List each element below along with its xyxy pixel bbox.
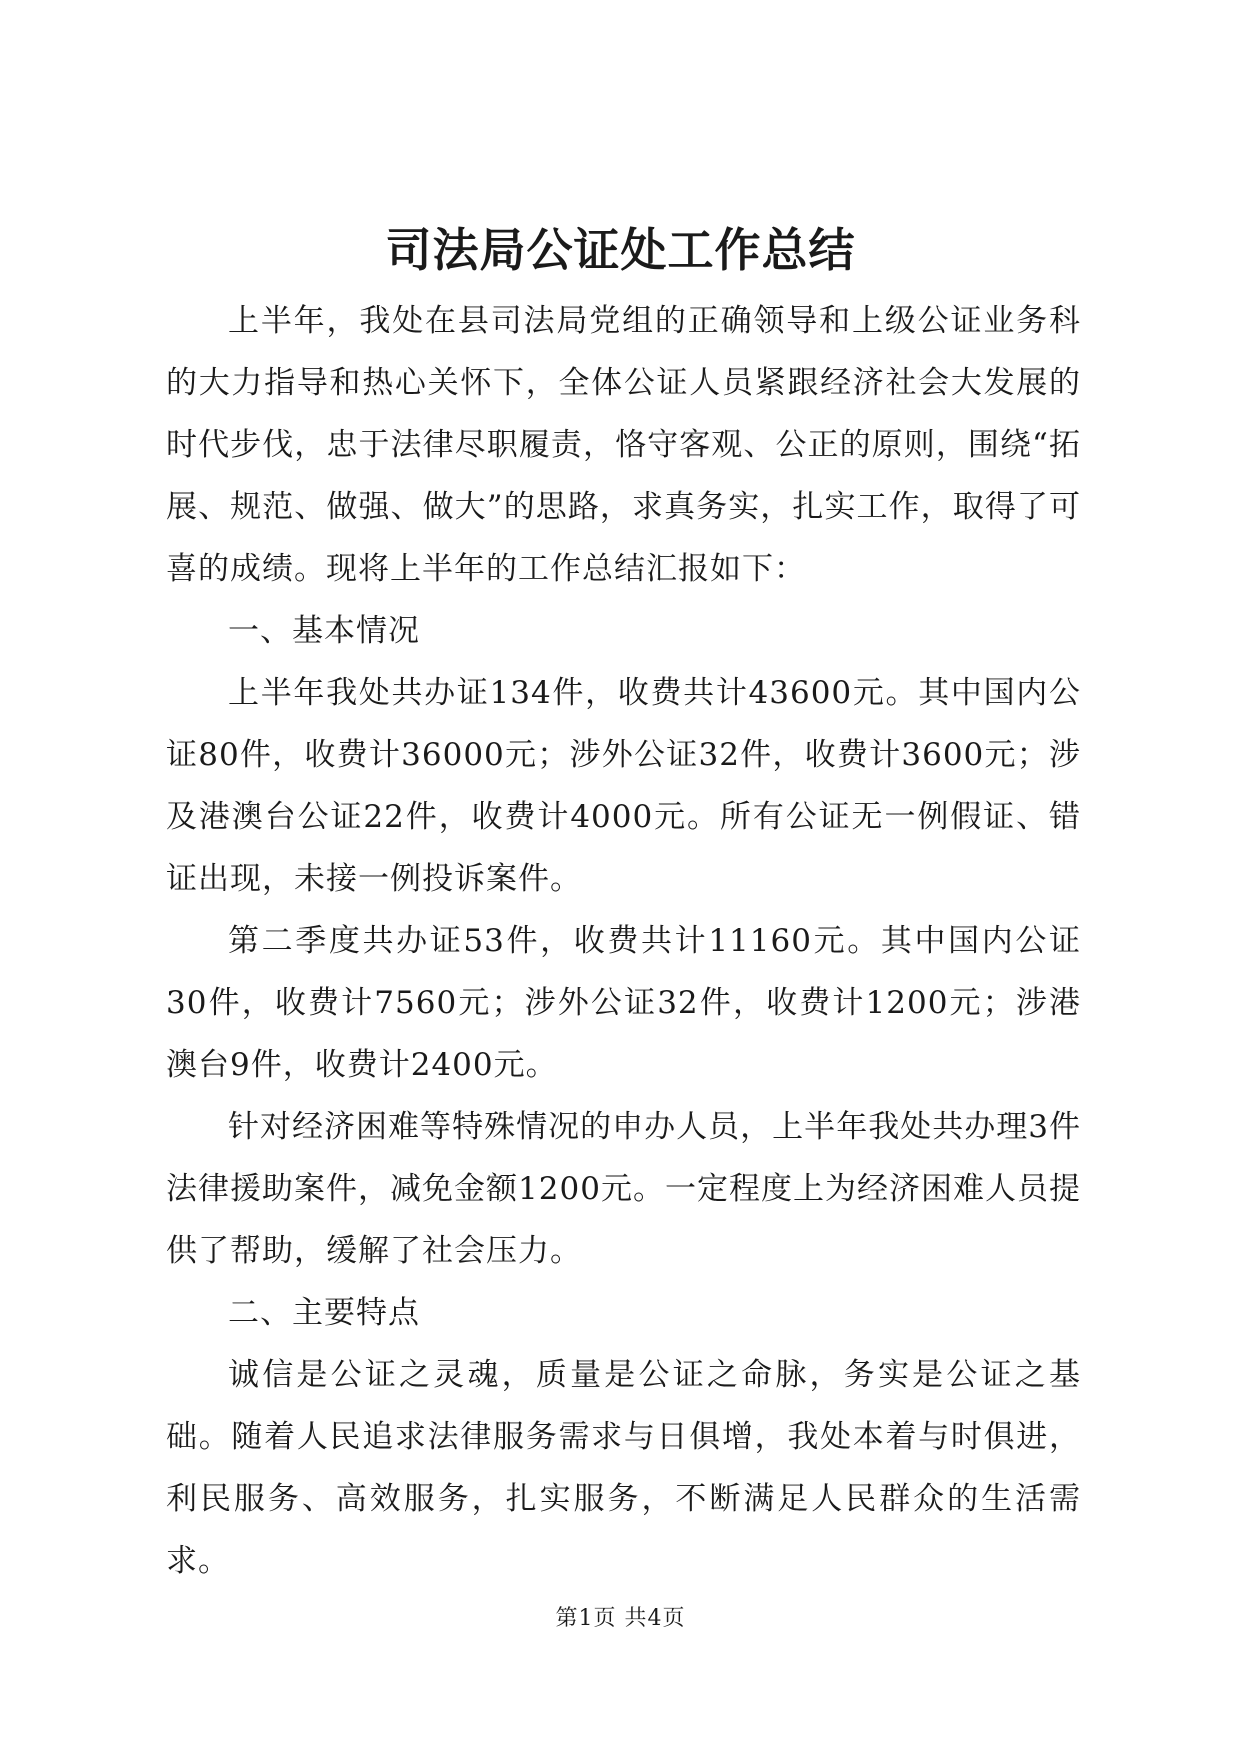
paragraph-second-quarter-stats: 第二季度共办证53件，收费共计11160元。其中国内公证30件，收费计7560元；涉外公证32件，收费计1200元；涉港澳台9件，收费计2400元。: [166, 923, 1081, 1083]
section-heading-basic-situation: 一、基本情况: [228, 613, 420, 649]
paragraph-half-year-stats: 上半年我处共办证134件，收费共计43600元。其中国内公证80件，收费计36000元；涉外公证32件，收费计3600元；涉及港澳台公证22件，收费计4000元。所有公证无一例假证、错证出现，未接一例投诉案件。: [166, 675, 1081, 897]
intro-paragraph: 上半年，我处在县司法局党组的正确领导和上级公证业务科的大力指导和热心关怀下，全体公证人员紧跟经济社会大发展的时代步伐，忠于法律尽职履责，恪守客观、公正的原则，围绕“拓展、规范、做强、做大”的思路，求真务实，扎实工作，取得了可喜的成绩。现将上半年的工作总结汇报如下：: [166, 303, 1081, 587]
paragraph-legal-aid: 针对经济困难等特殊情况的申办人员，上半年我处共办理3件法律援助案件，减免金额1200元。一定程度上为经济困难人员提供了帮助，缓解了社会压力。: [166, 1109, 1081, 1269]
page-footer: 第1页 共4页: [555, 1606, 686, 1631]
section-heading-main-features: 二、主要特点: [228, 1295, 420, 1331]
document-body: [166, 290, 1081, 1592]
document-title: 司法局公证处工作总结: [385, 223, 856, 277]
paragraph-main-features: 诚信是公证之灵魂，质量是公证之命脉，务实是公证之基础。随着人民追求法律服务需求与日俱增，我处本着与时俱进，利民服务、高效服务，扎实服务，不断满足人民群众的生活需求。: [166, 1357, 1081, 1579]
